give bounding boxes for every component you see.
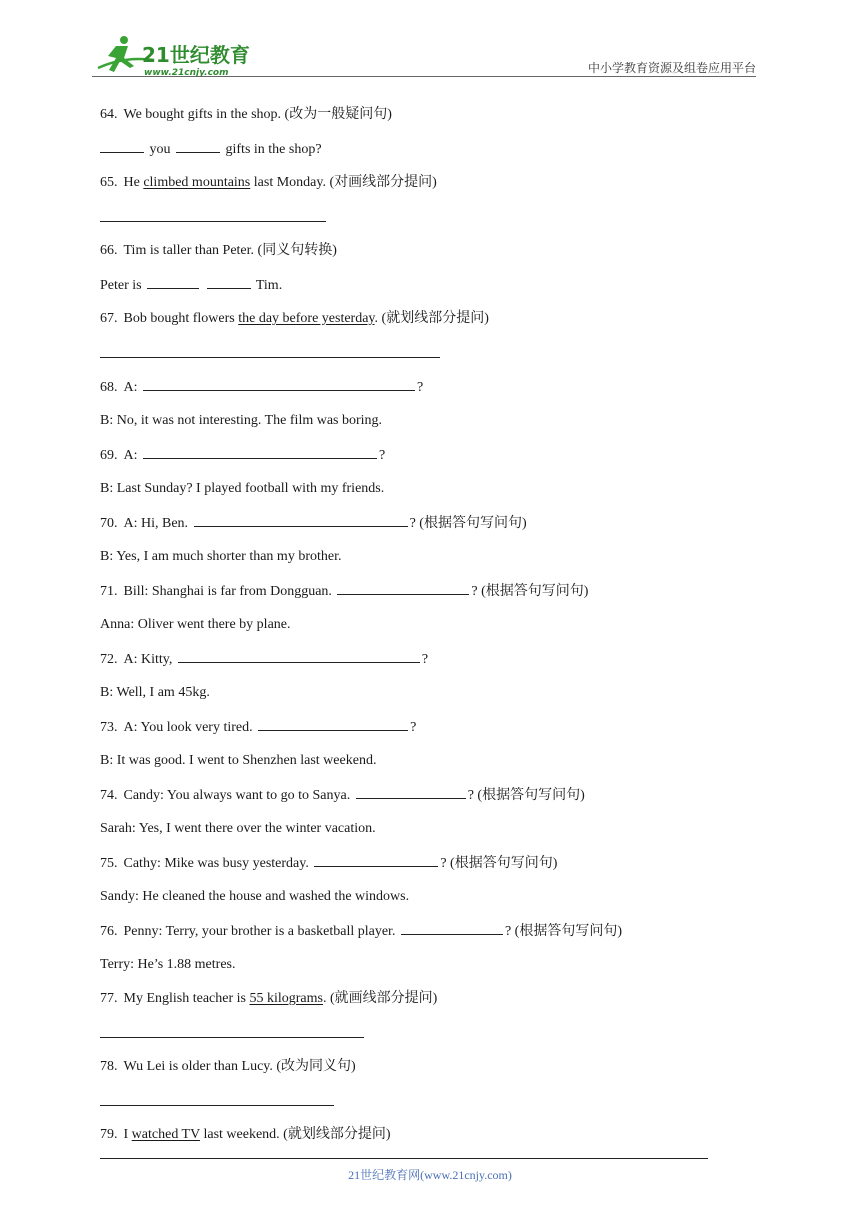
answer-rule-67[interactable] [100,341,740,375]
question-text: last weekend. (就划线部分提问) [199,1127,391,1142]
answer-blank[interactable] [337,579,469,595]
response-70: B: Yes, I am much shorter than my brother. [100,549,342,564]
response-69: B: Last Sunday? I played football with my friends. [100,481,385,496]
question-75 [100,851,740,885]
question-text: ? (根据答句写问句) [440,856,558,871]
question-text: My English teacher is [123,991,250,1006]
response-68: B: No, it was not interesting. The film was boring. [100,413,383,428]
svg-text:www.21cnjy.com: www.21cnjy.com [144,68,229,78]
question-list [100,103,740,1157]
question-67 [100,307,740,341]
answer-blank[interactable] [258,715,408,731]
answer-line-64 [100,137,740,171]
answer-text: you [149,142,171,157]
answer-text: gifts in the shop? [225,142,322,157]
response-73: B: It was good. I went to Shenzhen last weekend. [100,753,377,768]
question-number: 66. [100,243,118,258]
question-text: ? (根据答句写问句) [471,584,589,599]
question-text: ? (根据答句写问句) [409,516,527,531]
question-64 [100,103,740,137]
platform-title: 中小学教育资源及组卷应用平台 [587,61,756,75]
question-69 [100,443,740,477]
question-number: 65. [100,175,118,190]
question-text: ? [410,720,417,735]
question-text: ? (根据答句写问句) [467,788,585,803]
underlined-part: climbed mountains [143,175,251,190]
answer-rule-65[interactable] [100,205,740,239]
question-79 [100,1123,740,1157]
question-text: A: [123,380,138,395]
response-75: Sandy: He cleaned the house and washed the windows. [100,889,410,904]
answer-blank[interactable] [356,783,466,799]
answer-text: Peter is [100,278,142,293]
underlined-part: watched TV [131,1127,200,1142]
question-76 [100,919,740,953]
question-text: . (就画线部分提问) [322,991,438,1006]
question-number: 72. [100,652,118,667]
question-number: 73. [100,720,118,735]
question-text: . (就划线部分提问) [374,311,489,326]
question-72 [100,647,740,681]
header-divider [92,76,756,77]
question-number: 70. [100,516,118,531]
question-number: 76. [100,924,118,939]
question-text: I [123,1127,132,1142]
question-text: We bought gifts in the shop. (改为一般疑问句) [123,107,392,122]
answer-blank[interactable] [207,273,251,289]
question-text: He [123,175,144,190]
question-number: 68. [100,380,118,395]
answer-blank[interactable] [100,137,144,153]
response-72: B: Well, I am 45kg. [100,685,210,700]
question-text: Bill: Shanghai is far from Dongguan. [123,584,332,599]
question-text: ? [417,380,424,395]
response-76: Terry: He’s 1.88 metres. [100,957,236,972]
question-number: 74. [100,788,118,803]
answer-blank[interactable] [178,647,420,663]
question-number: 78. [100,1059,118,1074]
question-number: 79. [100,1127,118,1142]
question-text: ? (根据答句写问句) [504,924,622,939]
question-text: ? [421,652,429,667]
question-text: Tim is taller than Peter. (同义句转换) [123,243,337,258]
question-71 [100,579,740,613]
question-text: Bob bought flowers [123,311,239,326]
answer-blank[interactable] [401,919,503,935]
underlined-part: the day before yesterday [238,311,375,326]
answer-text: Tim. [255,278,283,293]
footer-divider [100,1158,708,1159]
response-74: Sarah: Yes, I went there over the winter vacation. [100,821,376,836]
question-text: last Monday. (对画线部分提问) [250,175,437,190]
question-text: Wu Lei is older than Lucy. (改为同义句) [123,1059,356,1074]
21cnjy-logo [94,34,264,78]
question-text: A: Kitty, [123,652,173,667]
question-65 [100,171,740,205]
svg-text:21世纪教育: 21世纪教育 [142,43,250,67]
question-66 [100,239,740,273]
question-text: A: [123,448,138,463]
question-text: A: Hi, Ben. [123,516,189,531]
answer-blank[interactable] [194,511,408,527]
question-78 [100,1055,740,1089]
footer-link[interactable]: 21世纪教育网(www.21cnjy.com) [348,1168,512,1182]
question-number: 71. [100,584,118,599]
question-text: Candy: You always want to go to Sanya. [123,788,351,803]
question-number: 64. [100,107,118,122]
question-number: 67. [100,311,118,326]
underlined-part: 55 kilograms [249,991,323,1006]
answer-blank[interactable] [143,375,415,391]
question-number: 77. [100,991,118,1006]
answer-line-66 [100,273,740,307]
answer-blank[interactable] [147,273,199,289]
question-74 [100,783,740,817]
question-number: 75. [100,856,118,871]
question-68 [100,375,740,409]
answer-rule-78[interactable] [100,1089,740,1123]
question-text: Penny: Terry, your brother is a basketball player. [123,924,396,939]
response-71: Anna: Oliver went there by plane. [100,617,291,632]
question-text: Cathy: Mike was busy yesterday. [123,856,309,871]
page-header [92,30,756,78]
answer-rule-77[interactable] [100,1021,740,1055]
answer-blank[interactable] [143,443,377,459]
question-number: 69. [100,448,118,463]
answer-blank[interactable] [314,851,438,867]
question-text: ? [379,448,386,463]
question-text: A: You look very tired. [123,720,253,735]
question-70 [100,511,740,545]
question-77 [100,987,740,1021]
answer-blank[interactable] [176,137,220,153]
question-73 [100,715,740,749]
